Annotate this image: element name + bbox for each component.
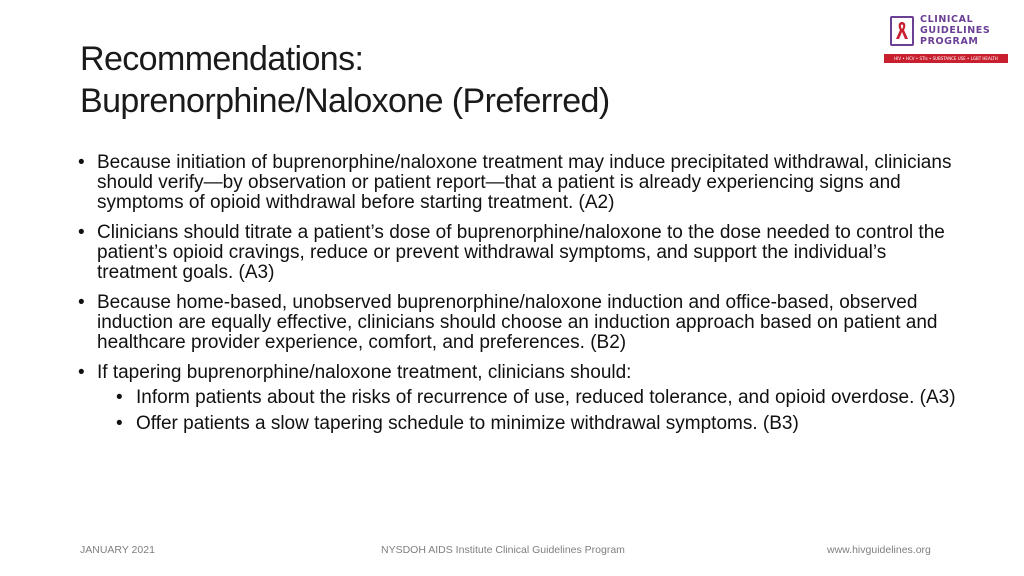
bullet-icon: •: [116, 413, 123, 434]
slide-title-line-2: Buprenorphine/Naloxone (Preferred): [80, 82, 610, 120]
sub-list-item: [116, 414, 958, 434]
sub-list-item-text: Inform patients about the risks of recurrence of use, reduced tolerance, and opioid overdose. (A3): [136, 387, 956, 408]
slide-title: [80, 38, 860, 122]
slide-title-line-1: Recommendations:: [80, 40, 364, 78]
logo-frame: [890, 16, 914, 46]
bullet-icon: •: [78, 222, 85, 243]
bullet-icon: •: [78, 362, 85, 383]
sub-list-item: [116, 388, 958, 408]
clinical-guidelines-program-logo: [884, 14, 1010, 64]
logo-tagline: HIV • HCV • STIs • SUBSTANCE USE • LGBT HEALTH: [884, 54, 1008, 63]
list-item: [78, 363, 958, 434]
list-item-text: Clinicians should titrate a patient’s dose of buprenorphine/naloxone to the dose needed to control the patient’s opioid cravings, reduce or prevent withdrawal symptoms, and support the individual’s treatment goals. (A3): [97, 222, 945, 283]
bullet-icon: •: [78, 152, 85, 173]
footer-program: NYSDOH AIDS Institute Clinical Guidelines Program: [381, 544, 625, 556]
sub-list-item-text: Offer patients a slow tapering schedule to minimize withdrawal symptoms. (B3): [136, 413, 799, 434]
logo-wordmark: [920, 14, 990, 47]
logo-line-2: GUIDELINES: [920, 25, 991, 36]
sub-list: [97, 388, 958, 434]
awareness-ribbon-icon: [894, 21, 910, 41]
list-item: [78, 153, 958, 213]
list-item-text: If tapering buprenorphine/naloxone treatment, clinicians should:: [97, 362, 632, 383]
recommendations-list: [78, 153, 958, 444]
bullet-icon: •: [78, 292, 85, 313]
logo-line-1: CLINICAL: [920, 14, 974, 25]
list-item-text: Because home-based, unobserved buprenorphine/naloxone induction and office-based, observed induction are equally effective, clinicians should choose an induction approach based on patient and healthcare provider experience, comfort, and preferences. (B2): [97, 292, 938, 353]
footer-date: JANUARY 2021: [80, 544, 155, 556]
footer-url: www.hivguidelines.org: [827, 544, 931, 556]
list-item: [78, 293, 958, 353]
logo-line-3: PROGRAM: [920, 36, 979, 47]
bullet-icon: •: [116, 387, 123, 408]
list-item: [78, 223, 958, 283]
list-item-text: Because initiation of buprenorphine/naloxone treatment may induce precipitated withdrawal, clinicians should verify—by observation or patient report—that a patient is already experiencing signs and symptoms of opioid withdrawal before starting treatment. (A2): [97, 152, 952, 213]
